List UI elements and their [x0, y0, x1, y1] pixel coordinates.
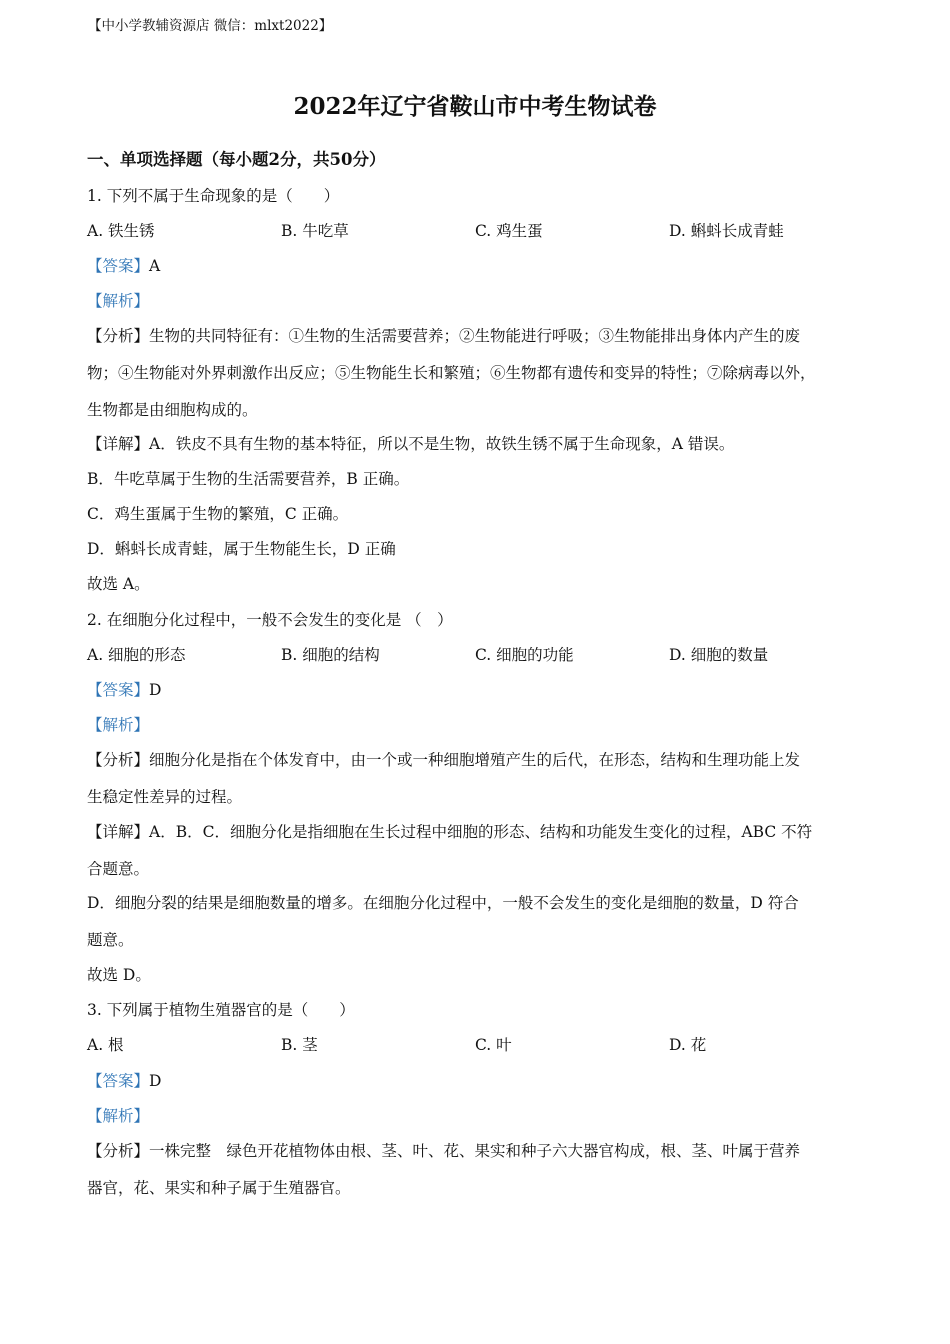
q2-option-d: D. 细胞的数量 — [669, 646, 769, 664]
q3-option-b: B. 茎 — [281, 1036, 318, 1054]
q1-option-a: A. 铁生锈 — [87, 222, 155, 240]
q2-detail-line: 【详解】A．B．C．细胞分化是指细胞在生长过程中细胞的形态、结构和功能发生变化的过程，ABC 不符 — [87, 823, 813, 841]
q1-detail-line: 【详解】A．铁皮不具有生物的基本特征，所以不是生物，故铁生锈不属于生命现象，A 错误。 — [87, 435, 735, 453]
q2-option-b: B. 细胞的结构 — [281, 646, 380, 664]
answer-tag: 【答案】 — [87, 1072, 150, 1090]
page-title: 2022年辽宁省鞍山市中考生物试卷 — [293, 93, 657, 120]
q1-analysis-tag: 【解析】 — [87, 292, 150, 310]
q3-option-c: C. 叶 — [475, 1036, 512, 1054]
q1-detail-line: 故选 A。 — [87, 575, 150, 593]
q3-analysis-tag: 【解析】 — [87, 1107, 150, 1125]
answer-tag: 【答案】 — [87, 681, 150, 699]
q1-option-c: C. 鸡生蛋 — [475, 222, 543, 240]
question-2-stem: 2. 在细胞分化过程中，一般不会发生的变化是 （ ） — [87, 611, 453, 629]
q3-analysis-line: 器官，花、果实和种子属于生殖器官。 — [87, 1179, 351, 1197]
q3-analysis-line: 【分析】一株完整 绿色开花植物体由根、茎、叶、花、果实和种子六大器官构成，根、茎、叶属于营养 — [87, 1142, 801, 1160]
q3-answer — [87, 1069, 161, 1091]
q2-option-a: A. 细胞的形态 — [87, 646, 186, 664]
q2-detail-line: D．细胞分裂的结果是细胞数量的增多。在细胞分化过程中，一般不会发生的变化是细胞的数量，D 符合 — [87, 894, 799, 912]
answer-value: A — [149, 257, 161, 275]
q3-option-d: D. 花 — [669, 1036, 707, 1054]
q1-option-d: D. 蝌蚪长成青蛙 — [669, 222, 784, 240]
answer-value: D — [149, 681, 162, 699]
q2-detail-line: 故选 D。 — [87, 966, 151, 984]
q1-detail-line: D．蝌蚪长成青蛙，属于生物能生长，D 正确 — [87, 540, 396, 558]
q2-analysis-line: 【分析】细胞分化是指在个体发育中，由一个或一种细胞增殖产生的后代，在形态，结构和生理功能上发 — [87, 751, 801, 769]
answer-value: D — [149, 1072, 162, 1090]
q2-detail-line: 合题意。 — [87, 860, 150, 878]
q1-analysis-line: 生物都是由细胞构成的。 — [87, 401, 258, 419]
answer-tag: 【答案】 — [87, 257, 150, 275]
q1-analysis-line: 物；④生物能对外界刺激作出反应；⑤生物能生长和繁殖；⑥生物都有遗传和变异的特性；⑦除病毒以外， — [87, 364, 816, 382]
q2-analysis-line: 生稳定性差异的过程。 — [87, 788, 243, 806]
q1-analysis-line: 【分析】生物的共同特征有：①生物的生活需要营养；②生物能进行呼吸；③生物能排出身体内产生的废 — [87, 327, 801, 345]
q1-detail-line: C．鸡生蛋属于生物的繁殖，C 正确。 — [87, 505, 349, 523]
q3-option-a: A. 根 — [87, 1036, 124, 1054]
question-1-stem: 1. 下列不属于生命现象的是（ ） — [87, 187, 340, 205]
q1-detail-line: B．牛吃草属于生物的生活需要营养，B 正确。 — [87, 470, 410, 488]
q2-answer — [87, 678, 161, 700]
q1-answer — [87, 254, 160, 276]
page-header: 【中小学教辅资源店 微信：mlxt2022】 — [88, 18, 333, 34]
question-3-stem: 3. 下列属于植物生殖器官的是（ ） — [87, 1001, 355, 1019]
q2-detail-line: 题意。 — [87, 931, 134, 949]
section-heading: 一、单项选择题（每小题2分，共50分） — [87, 150, 386, 169]
q2-analysis-tag: 【解析】 — [87, 716, 150, 734]
q1-option-b: B. 牛吃草 — [281, 222, 349, 240]
q2-option-c: C. 细胞的功能 — [475, 646, 574, 664]
